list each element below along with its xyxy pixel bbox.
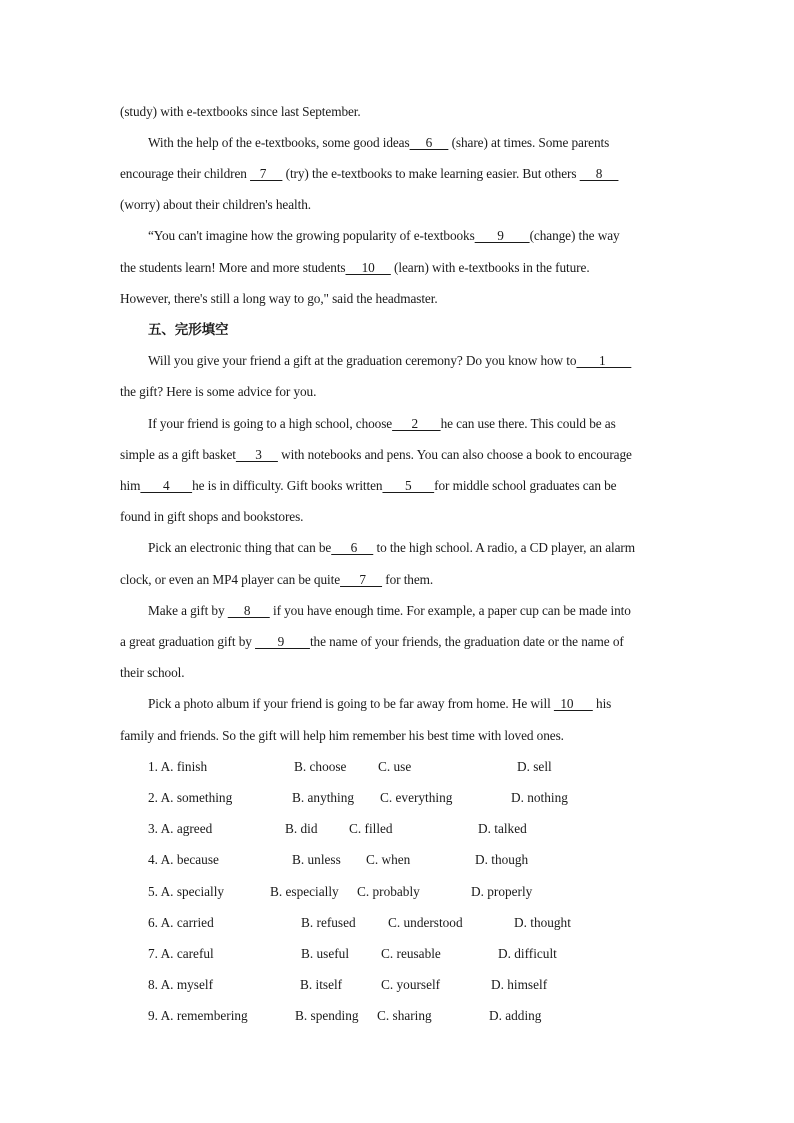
- text: (study) with e-textbooks since last September.: [120, 104, 361, 119]
- option-c: C. reusable: [381, 946, 441, 961]
- option-b: B. especially: [270, 884, 339, 899]
- option-a: 7. A. careful: [148, 946, 214, 961]
- option-c: C. when: [366, 852, 411, 867]
- cloze-blank-3: 3: [235, 447, 278, 462]
- option-a: 4. A. because: [148, 852, 219, 867]
- text: the gift? Here is some advice for you.: [120, 384, 317, 399]
- text: simple as a gift basket: [120, 447, 236, 462]
- text: (worry) about their children's health.: [120, 197, 311, 212]
- blank-6: 6: [409, 135, 449, 150]
- text: the students learn! More and more students: [120, 260, 346, 275]
- cloze-line: [148, 603, 631, 619]
- option-b: B. did: [285, 821, 318, 836]
- passage-line: [120, 197, 311, 213]
- passage-line: [120, 104, 361, 120]
- option-a: 1. A. finish: [148, 759, 208, 774]
- option-d: D. nothing: [511, 790, 568, 805]
- text: (learn) with e-textbooks in the future.: [390, 260, 590, 275]
- option-b: B. spending: [295, 1008, 359, 1023]
- text: for them.: [382, 572, 434, 587]
- option-c: C. understood: [388, 915, 463, 930]
- option-b: B. unless: [292, 852, 341, 867]
- text: (change) the way: [529, 228, 620, 243]
- cloze-line: [120, 509, 303, 525]
- option-a: 9. A. remembering: [148, 1008, 248, 1023]
- option-c: C. probably: [357, 884, 420, 899]
- option-d: D. adding: [489, 1008, 542, 1023]
- cloze-line: [120, 572, 433, 588]
- passage-line: [120, 166, 618, 182]
- option-a: 5. A. specially: [148, 884, 225, 899]
- text: (share) at times. Some parents: [448, 135, 610, 150]
- cloze-line: [120, 478, 616, 494]
- option-d: D. talked: [478, 821, 527, 836]
- blank-9: 9: [474, 228, 530, 243]
- option-b: B. refused: [301, 915, 356, 930]
- option-b: B. itself: [300, 977, 343, 992]
- cloze-blank-1: 1: [576, 353, 632, 368]
- blank-8: 8: [579, 166, 619, 181]
- text: “You can't imagine how the growing popularity of e-textbooks: [148, 228, 475, 243]
- text: Pick an electronic thing that can be: [148, 540, 332, 555]
- cloze-line: [120, 384, 316, 400]
- option-b: B. choose: [294, 759, 347, 774]
- text: a great graduation gift by: [120, 634, 256, 649]
- text: However, there's still a long way to go," said the headmaster.: [120, 291, 438, 306]
- blank-10: 10: [345, 260, 391, 275]
- option-d: D. properly: [471, 884, 533, 899]
- cloze-line: [120, 665, 184, 681]
- cloze-line: [148, 353, 631, 369]
- option-c: C. filled: [349, 821, 393, 836]
- text: for middle school graduates can be: [434, 478, 617, 493]
- text: encourage their children: [120, 166, 251, 181]
- text: clock, or even an MP4 player can be quite: [120, 572, 341, 587]
- section-title: 五、完形填空: [148, 322, 229, 338]
- option-c: C. use: [378, 759, 412, 774]
- option-d: D. difficult: [498, 946, 557, 961]
- passage-line: [148, 228, 620, 244]
- blank-7: 7: [250, 166, 283, 181]
- text: his: [592, 696, 612, 711]
- option-b: B. useful: [301, 946, 350, 961]
- option-a: 2. A. something: [148, 790, 233, 805]
- option-a: 8. A. myself: [148, 977, 214, 992]
- text: Will you give your friend a gift at the graduation ceremony? Do you know how to: [148, 353, 577, 368]
- cloze-blank-6: 6: [331, 540, 374, 555]
- text: him: [120, 478, 141, 493]
- text: If your friend is going to a high school, choose: [148, 416, 393, 431]
- option-c: C. yourself: [381, 977, 441, 992]
- text: the name of your friends, the graduation date or the name of: [309, 634, 624, 649]
- text: found in gift shops and bookstores.: [120, 509, 304, 524]
- text: to the high school. A radio, a CD player, an alarm: [373, 540, 635, 555]
- text: if you have enough time. For example, a paper cup can be made into: [269, 603, 631, 618]
- text: With the help of the e-textbooks, some good ideas: [148, 135, 410, 150]
- cloze-line: [148, 540, 635, 556]
- cloze-line: [148, 696, 611, 712]
- cloze-blank-10: 10: [553, 696, 593, 711]
- option-d: D. though: [475, 852, 529, 867]
- text: he is in difficulty. Gift books written: [192, 478, 383, 493]
- option-a: 6. A. carried: [148, 915, 214, 930]
- cloze-line: [120, 447, 632, 463]
- option-d: D. himself: [491, 977, 548, 992]
- text: Make a gift by: [148, 603, 228, 618]
- cloze-line: [120, 728, 564, 744]
- cloze-line: [148, 416, 616, 432]
- passage-line: [148, 135, 609, 151]
- cloze-line: [120, 634, 624, 650]
- option-b: B. anything: [292, 790, 355, 805]
- text: (try) the e-textbooks to make learning easier. But others: [282, 166, 580, 181]
- cloze-blank-9: 9: [255, 634, 310, 649]
- text: he can use there. This could be as: [440, 416, 616, 431]
- text: with notebooks and pens. You can also choose a book to encourage: [277, 447, 632, 462]
- option-d: D. thought: [514, 915, 571, 930]
- option-a: 3. A. agreed: [148, 821, 213, 836]
- cloze-blank-2: 2: [392, 416, 441, 431]
- cloze-blank-7: 7: [340, 572, 383, 587]
- cloze-blank-4: 4: [140, 478, 193, 493]
- cloze-blank-8: 8: [227, 603, 270, 618]
- cloze-blank-5: 5: [382, 478, 435, 493]
- passage-line: [120, 260, 590, 276]
- option-c: C. everything: [380, 790, 453, 805]
- option-c: C. sharing: [377, 1008, 432, 1023]
- text: their school.: [120, 665, 185, 680]
- text: family and friends. So the gift will help him remember his best time with loved ones.: [120, 728, 564, 743]
- option-d: D. sell: [517, 759, 552, 774]
- passage-line: [120, 291, 438, 307]
- text: Pick a photo album if your friend is going to be far away from home. He will: [148, 696, 554, 711]
